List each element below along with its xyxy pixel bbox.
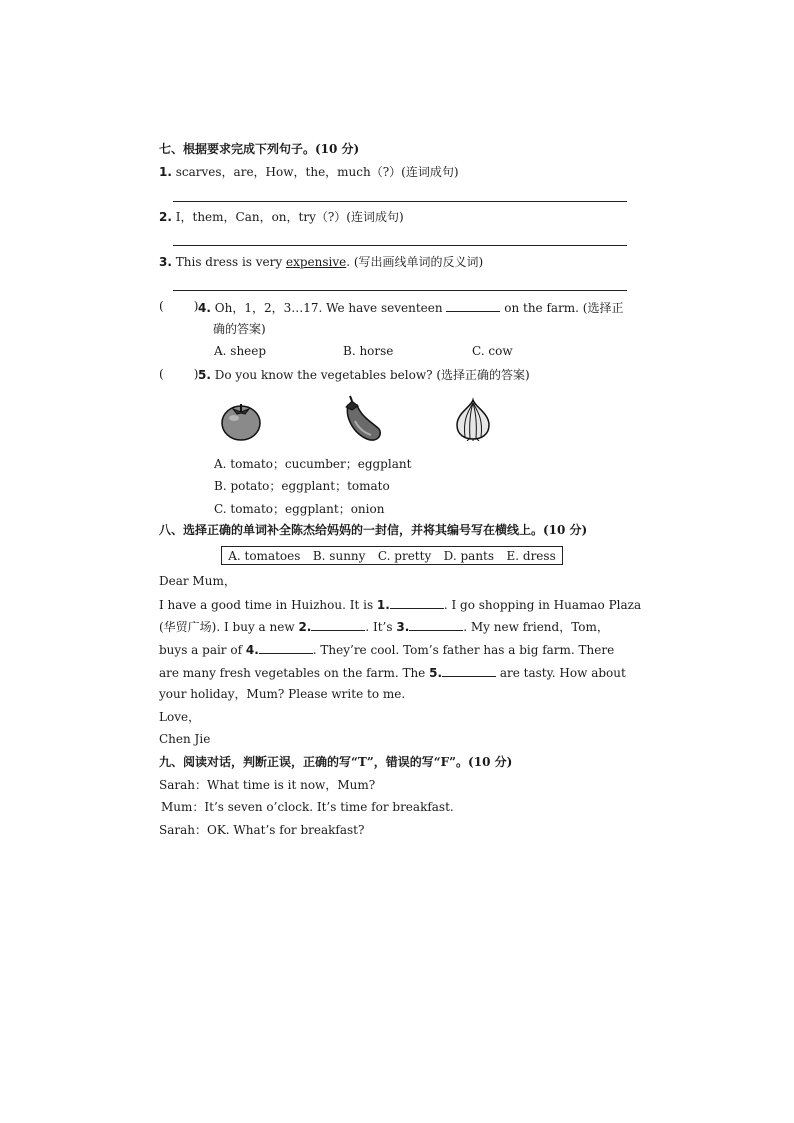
answer-line-3[interactable] (173, 290, 627, 291)
dialogue-line: Sarah：What time is it now，Mum? (159, 778, 376, 792)
letter-text: buys a pair of (159, 643, 246, 657)
question-7-1 (159, 164, 459, 180)
blank-number: 1. (376, 598, 390, 612)
letter-text: are many fresh vegetables on the farm. The (159, 666, 430, 680)
section-8-heading: 八、选择正确的单词补全陈杰给妈妈的一封信，并将其编号写在横线上。(10 分) (159, 523, 588, 537)
word-option: C. pretty (377, 548, 432, 563)
question-7-4-continued: 确的答案) (213, 322, 266, 336)
question-number: 2. (159, 210, 172, 224)
answer-blank[interactable] (390, 596, 444, 609)
letter-closing: Love， (159, 710, 201, 724)
blank-number: 4. (245, 643, 259, 657)
question-text: . (写出画线单词的反义词) (346, 255, 484, 269)
letter-text: are tasty. How about (496, 666, 626, 680)
letter-line-5: your holiday，Mum? Please write to me. (159, 687, 406, 701)
answer-blank[interactable] (311, 618, 365, 631)
answer-line-1[interactable] (173, 201, 627, 202)
answer-blank[interactable] (446, 299, 500, 312)
eggplant-icon (341, 395, 385, 443)
question-7-5 (198, 367, 530, 383)
question-text: scarves，are，How，the，much（?）(连词成句) (175, 165, 459, 179)
dialogue-line: Sarah：OK. What’s for breakfast? (159, 823, 365, 837)
paren-close: ) (193, 367, 199, 381)
letter-line-3 (159, 641, 614, 658)
option-b: B. horse (343, 344, 394, 358)
blank-number: 3. (396, 620, 410, 634)
question-number: 5. (198, 368, 211, 382)
letter-text: . I go shopping in Huamao Plaza (443, 598, 642, 612)
word-option: D. pants (443, 548, 495, 563)
answer-paren-5[interactable] (159, 367, 198, 381)
question-text: I，them，Can，on，try（?）(连词成句) (175, 210, 404, 224)
dialogue-line: Mum：It’s seven o’clock. It’s time for breakfast. (161, 800, 454, 814)
paren-close: ) (193, 299, 199, 313)
question-text: This dress is very (175, 255, 286, 269)
word-bank (221, 546, 563, 565)
question-text: Oh，1，2，3…17. We have seventeen (214, 301, 447, 315)
letter-line-4 (159, 664, 626, 681)
letter-greeting: Dear Mum， (159, 574, 236, 588)
section-9-heading: 九、阅读对话，判断正误，正确的写“T”，错误的写“F”。(10 分) (159, 755, 513, 769)
question-text: on the farm. (选择正 (500, 301, 624, 315)
option-a: A. sheep (214, 344, 267, 358)
option-b: B. potato；eggplant；tomato (214, 479, 390, 493)
question-7-3 (159, 254, 483, 270)
answer-line-2[interactable] (173, 245, 627, 246)
answer-blank[interactable] (442, 664, 496, 677)
blank-number: 5. (429, 666, 443, 680)
question-number: 1. (159, 165, 172, 179)
answer-blank[interactable] (259, 641, 313, 654)
option-c: C. tomato；eggplant；onion (214, 502, 385, 516)
underlined-word: expensive (285, 255, 347, 269)
question-number: 4. (198, 301, 211, 315)
question-text: Do you know the vegetables below? (选择正确的答案) (214, 368, 530, 382)
letter-text: . They’re cool. Tom’s father has a big farm. There (312, 643, 615, 657)
option-a: A. tomato；cucumber；eggplant (214, 457, 412, 471)
letter-text: (华贸广场). I buy a new (159, 620, 299, 634)
letter-line-2 (159, 618, 609, 635)
option-c: C. cow (472, 344, 513, 358)
paren-open: ( (159, 367, 164, 381)
word-option: B. sunny (312, 548, 366, 563)
onion-icon (453, 397, 493, 441)
letter-line-1 (159, 596, 641, 613)
paren-open: ( (159, 299, 164, 313)
letter-text: . My new friend，Tom， (463, 620, 609, 634)
question-number: 3. (159, 255, 172, 269)
answer-blank[interactable] (409, 618, 463, 631)
word-option: A. tomatoes (228, 548, 301, 563)
tomato-icon (219, 400, 263, 442)
letter-text: I have a good time in Huizhou. It is (159, 598, 377, 612)
letter-signature: Chen Jie (159, 732, 211, 746)
answer-paren-4[interactable] (159, 299, 198, 313)
question-7-2 (159, 209, 404, 225)
word-option: E. dress (506, 548, 556, 563)
section-7-heading: 七、根据要求完成下列句子。(10 分) (159, 142, 360, 156)
blank-number: 2. (298, 620, 312, 634)
letter-text: . It’s (365, 620, 397, 634)
question-7-4 (198, 299, 624, 316)
